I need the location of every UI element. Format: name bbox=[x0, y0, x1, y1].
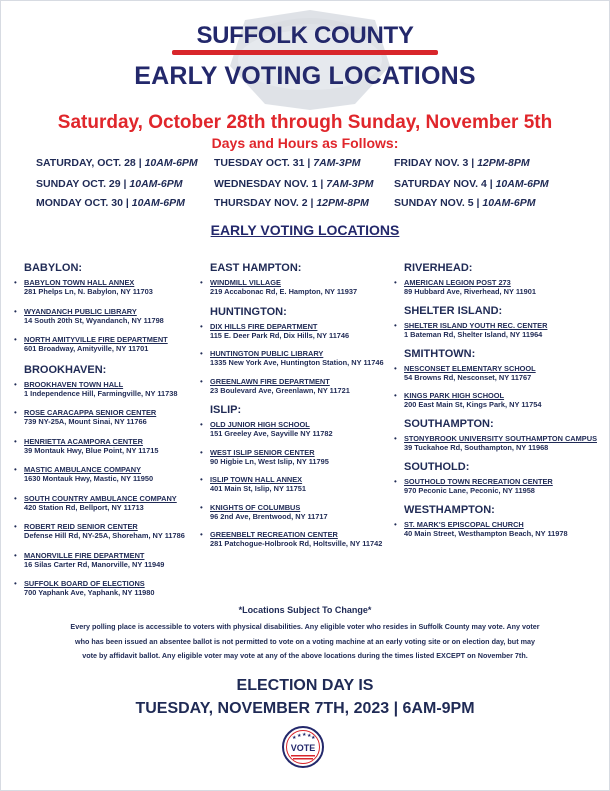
bullet-icon: • bbox=[200, 420, 203, 429]
locations-notice: *Locations Subject To Change* bbox=[238, 605, 372, 615]
location-address: 39 Montauk Hwy, Blue Point, NY 11715 bbox=[24, 445, 159, 455]
location-address: 739 NY-25A, Mount Sinai, NY 11766 bbox=[24, 417, 147, 426]
schedule-entry: THURSDAY NOV. 2 | 12PM-8PM bbox=[214, 197, 369, 209]
region-group bbox=[394, 348, 597, 410]
location-address: Defense Hill Rd, NY-25A, Shoreham, NY 11786 bbox=[24, 531, 185, 540]
location-name: HUNTINGTON PUBLIC LIBRARY bbox=[210, 349, 324, 358]
location-item bbox=[394, 364, 597, 383]
location-address: 1630 Montauk Hwy, Mastic, NY 11950 bbox=[24, 474, 154, 483]
paragraph-line: who has been issued an absentee ballot is not permitted to vote on a voting machine at an early voting site or on election day, but may bbox=[75, 636, 535, 646]
bullet-icon: • bbox=[14, 408, 17, 417]
region-heading: BROOKHAVEN: bbox=[24, 363, 107, 376]
region-group bbox=[14, 363, 185, 599]
bullet-icon: • bbox=[200, 475, 203, 484]
svg-text:★: ★ bbox=[292, 735, 297, 741]
location-item bbox=[200, 321, 384, 341]
location-item bbox=[14, 579, 185, 598]
location-item bbox=[14, 306, 185, 326]
locations-column-3 bbox=[394, 260, 597, 547]
schedule-entry: SUNDAY OCT. 29 | 10AM-6PM bbox=[36, 178, 183, 190]
location-address: 970 Peconic Lane, Peconic, NY 11958 bbox=[404, 486, 535, 495]
svg-text:★: ★ bbox=[302, 732, 307, 738]
bullet-icon: • bbox=[394, 520, 397, 529]
location-name: NORTH AMITYVILLE FIRE DEPARTMENT bbox=[24, 335, 168, 344]
region-heading: RIVERHEAD: bbox=[404, 262, 473, 274]
location-name: SUFFOLK BOARD OF ELECTIONS bbox=[24, 579, 145, 588]
bullet-icon: • bbox=[14, 579, 17, 588]
location-address: 96 2nd Ave, Brentwood, NY 11717 bbox=[210, 511, 328, 521]
location-address: 40 Main Street, Westhampton Beach, NY 11978 bbox=[404, 529, 568, 538]
location-item bbox=[14, 436, 185, 456]
svg-text:★: ★ bbox=[297, 733, 302, 739]
location-name: MANORVILLE FIRE DEPARTMENT bbox=[24, 550, 145, 560]
bullet-icon: • bbox=[14, 436, 17, 446]
bullet-icon: • bbox=[394, 278, 397, 287]
location-address: 90 Higbie Ln, West Islip, NY 11795 bbox=[210, 456, 329, 466]
bullet-icon: • bbox=[14, 335, 17, 344]
bullet-icon: • bbox=[14, 379, 17, 389]
bullet-icon: • bbox=[14, 306, 17, 316]
location-item bbox=[200, 376, 384, 396]
location-address: 115 E. Deer Park Rd, Dix Hills, NY 11746 bbox=[210, 330, 350, 340]
election-day-date: TUESDAY, NOVEMBER 7TH, 2023 | 6AM-9PM bbox=[135, 700, 475, 717]
location-address: 23 Boulevard Ave, Greenlawn, NY 11721 bbox=[210, 385, 350, 395]
location-name: KINGS PARK HIGH SCHOOL bbox=[404, 391, 505, 400]
region-heading: ISLIP: bbox=[210, 404, 242, 416]
schedule-entry: SUNDAY NOV. 5 | 10AM-6PM bbox=[394, 197, 536, 209]
bullet-icon: • bbox=[200, 502, 203, 512]
location-name: WEST ISLIP SENIOR CENTER bbox=[210, 447, 315, 457]
location-name: WYANDANCH PUBLIC LIBRARY bbox=[24, 306, 137, 316]
location-name: GREENLAWN FIRE DEPARTMENT bbox=[210, 376, 330, 386]
paragraph-line: Every polling place is accessible to voters with physical disabilities. Any eligible voter who resides in Suffolk County may vote. Any voter bbox=[70, 622, 540, 631]
schedule-entry: FRIDAY NOV. 3 | 12PM-8PM bbox=[394, 157, 530, 169]
bullet-icon: • bbox=[394, 321, 397, 330]
location-item bbox=[394, 391, 597, 410]
location-item bbox=[14, 493, 185, 513]
location-name: OLD JUNIOR HIGH SCHOOL bbox=[210, 420, 310, 429]
location-address: 14 South 20th St, Wyandanch, NY 11798 bbox=[24, 315, 164, 325]
location-address: 601 Broadway, Amityville, NY 11701 bbox=[24, 344, 149, 353]
location-item bbox=[200, 447, 384, 467]
location-address: 1335 New York Ave, Huntington Station, NY 11746 bbox=[210, 358, 384, 367]
location-address: 151 Greeley Ave, Sayville NY 11782 bbox=[210, 429, 333, 438]
location-name: STONYBROOK UNIVERSITY SOUTHAMPTON CAMPUS bbox=[404, 434, 597, 443]
location-name: KNIGHTS OF COLUMBUS bbox=[210, 502, 301, 512]
location-item bbox=[200, 502, 384, 522]
location-name: ST. MARK'S EPISCOPAL CHURCH bbox=[404, 520, 524, 529]
location-item bbox=[200, 278, 384, 297]
location-name: ISLIP TOWN HALL ANNEX bbox=[210, 475, 303, 484]
bullet-icon: • bbox=[200, 376, 203, 386]
location-item bbox=[14, 408, 185, 427]
region-group bbox=[394, 504, 597, 539]
region-group bbox=[200, 305, 384, 396]
location-name: DIX HILLS FIRE DEPARTMENT bbox=[210, 321, 318, 331]
region-heading: EAST HAMPTON: bbox=[210, 262, 302, 274]
svg-text:★: ★ bbox=[307, 733, 312, 739]
location-item bbox=[394, 278, 597, 297]
location-address: 219 Accabonac Rd, E. Hampton, NY 11937 bbox=[210, 287, 358, 296]
region-group bbox=[14, 262, 185, 354]
schedule-entry: MONDAY OCT. 30 | 10AM-6PM bbox=[36, 197, 185, 209]
location-address: 1 Bateman Rd, Shelter Island, NY 11964 bbox=[404, 330, 543, 339]
date-range: Saturday, October 28th through Sunday, November 5th bbox=[57, 112, 553, 133]
location-address: 401 Main St, Islip, NY 11751 bbox=[210, 484, 306, 493]
bullet-icon: • bbox=[200, 530, 203, 539]
location-item bbox=[394, 434, 597, 453]
bullet-icon: • bbox=[394, 477, 397, 486]
location-address: 200 East Main St, Kings Park, NY 11754 bbox=[404, 400, 542, 409]
svg-text:★: ★ bbox=[311, 735, 316, 741]
bullet-icon: • bbox=[394, 391, 397, 400]
region-heading: HUNTINGTON: bbox=[210, 305, 287, 318]
location-item bbox=[200, 349, 384, 368]
schedule-entry: SATURDAY NOV. 4 | 10AM-6PM bbox=[394, 178, 549, 190]
location-address: 39 Tuckahoe Rd, Southampton, NY 11968 bbox=[404, 443, 549, 452]
location-item bbox=[14, 278, 185, 297]
location-name: HENRIETTA ACAMPORA CENTER bbox=[24, 436, 143, 446]
schedule-entry: WEDNESDAY NOV. 1 | 7AM-3PM bbox=[214, 178, 374, 190]
schedule-entry: TUESDAY OCT. 31 | 7AM-3PM bbox=[214, 157, 361, 169]
location-name: SOUTHOLD TOWN RECREATION CENTER bbox=[404, 477, 553, 486]
region-group bbox=[200, 262, 384, 297]
title-underline bbox=[172, 50, 438, 55]
location-item bbox=[200, 530, 384, 549]
locations-column-1 bbox=[14, 260, 185, 608]
location-address: 281 Patchogue-Holbrook Rd, Holtsville, NY 11742 bbox=[210, 539, 383, 548]
location-address: 16 Silas Carter Rd, Manorville, NY 11949 bbox=[24, 559, 165, 569]
bullet-icon: • bbox=[14, 522, 17, 531]
location-item bbox=[14, 550, 185, 570]
location-item bbox=[394, 520, 597, 539]
location-address: 54 Browns Rd, Nesconset, NY 11767 bbox=[404, 373, 532, 382]
title-county: SUFFOLK COUNTY bbox=[196, 22, 414, 49]
location-name: MASTIC AMBULANCE COMPANY bbox=[24, 465, 142, 474]
locations-column-2 bbox=[200, 260, 384, 558]
bullet-icon: • bbox=[394, 364, 397, 373]
bullet-icon: • bbox=[200, 349, 203, 358]
region-heading: BABYLON: bbox=[24, 262, 83, 274]
vote-badge-label: VOTE bbox=[290, 743, 316, 753]
location-name: AMERICAN LEGION POST 273 bbox=[404, 278, 511, 287]
region-heading: SHELTER ISLAND: bbox=[404, 305, 503, 317]
location-name: NESCONSET ELEMENTARY SCHOOL bbox=[404, 364, 536, 373]
location-item bbox=[394, 477, 597, 496]
location-item bbox=[14, 379, 185, 399]
location-item bbox=[14, 335, 185, 354]
election-day-heading: ELECTION DAY IS bbox=[236, 677, 374, 694]
region-group bbox=[394, 305, 597, 340]
region-heading: SOUTHAMPTON: bbox=[404, 418, 494, 430]
eligibility-paragraph bbox=[60, 620, 550, 664]
location-item bbox=[200, 475, 384, 494]
locations-heading: EARLY VOTING LOCATIONS bbox=[210, 222, 400, 238]
location-address: 89 Hubbard Ave, Riverhead, NY 11901 bbox=[404, 287, 536, 296]
location-item bbox=[14, 522, 185, 541]
bullet-icon: • bbox=[14, 550, 17, 560]
location-name: ROSE CARACAPPA SENIOR CENTER bbox=[24, 408, 157, 417]
paragraph-line: vote by affidavit ballot. Any eligible voter may vote at any of the above locations during the times listed EXCEPT on November 7th. bbox=[82, 651, 528, 660]
location-item bbox=[200, 420, 384, 439]
region-heading: SOUTHOLD: bbox=[404, 461, 470, 473]
bullet-icon: • bbox=[14, 278, 17, 287]
location-address: 420 Station Rd, Bellport, NY 11713 bbox=[24, 502, 144, 512]
region-group bbox=[394, 262, 597, 297]
vote-badge-icon bbox=[282, 726, 324, 768]
bullet-icon: • bbox=[14, 493, 17, 503]
location-address: 1 Independence Hill, Farmingville, NY 11738 bbox=[24, 388, 178, 398]
schedule-entry: SATURDAY, OCT. 28 | 10AM-6PM bbox=[36, 157, 198, 169]
bullet-icon: • bbox=[200, 321, 203, 331]
bullet-icon: • bbox=[200, 447, 203, 457]
location-name: ROBERT REID SENIOR CENTER bbox=[24, 522, 138, 531]
region-group bbox=[200, 404, 384, 549]
region-heading: WESTHAMPTON: bbox=[404, 504, 495, 516]
location-name: SHELTER ISLAND YOUTH REC. CENTER bbox=[404, 321, 548, 330]
location-address: 281 Phelps Ln, N. Babylon, NY 11703 bbox=[24, 287, 153, 296]
bullet-icon: • bbox=[200, 278, 203, 287]
title-early-voting: EARLY VOTING LOCATIONS bbox=[134, 62, 476, 90]
location-name: GREENBELT RECREATION CENTER bbox=[210, 530, 338, 539]
location-name: WINDMILL VILLAGE bbox=[210, 278, 281, 287]
location-name: BABYLON TOWN HALL ANNEX bbox=[24, 278, 135, 287]
region-group bbox=[394, 418, 597, 453]
location-address: 700 Yaphank Ave, Yaphank, NY 11980 bbox=[24, 588, 155, 597]
location-item bbox=[14, 465, 185, 484]
location-name: BROOKHAVEN TOWN HALL bbox=[24, 379, 124, 389]
region-group bbox=[394, 461, 597, 496]
hours-heading: Days and Hours as Follows: bbox=[211, 135, 399, 151]
region-heading: SMITHTOWN: bbox=[404, 348, 476, 360]
bullet-icon: • bbox=[394, 434, 397, 443]
bullet-icon: • bbox=[14, 465, 17, 474]
location-item bbox=[394, 321, 597, 340]
location-name: SOUTH COUNTRY AMBULANCE COMPANY bbox=[24, 493, 177, 503]
